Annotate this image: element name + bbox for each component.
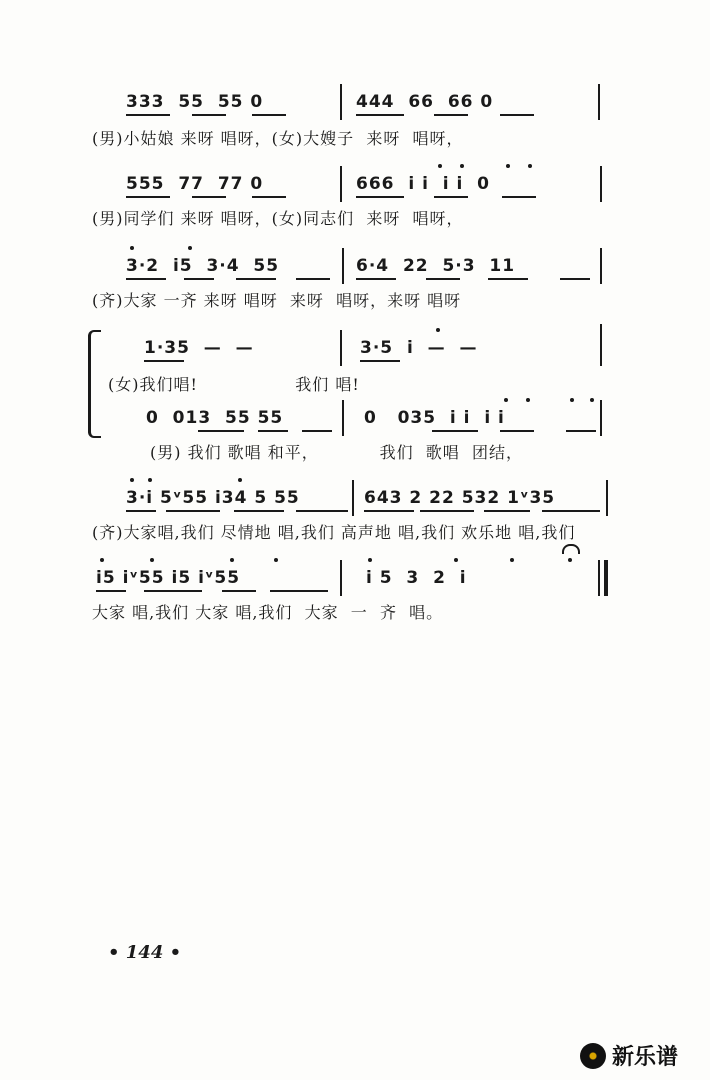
high-octave-dot [526,398,530,402]
beam [296,278,330,280]
page-number: • 144 • [108,942,182,963]
beam [126,278,166,280]
beam [500,430,534,432]
high-octave-dot [438,164,442,168]
notes-row-7a: i5 iᵛ55 i5 iᵛ55 [96,568,241,588]
beam [356,196,404,198]
notes-row-5b: 0 035 i i i i [364,408,505,428]
beam [144,360,184,362]
barline [340,330,342,366]
beam [502,196,536,198]
notes-row-3a: 3·2 i5 3·4 55 [126,256,280,276]
high-octave-dot [570,398,574,402]
high-octave-dot [454,558,458,562]
beam [270,590,328,592]
barline [606,480,608,516]
beam [198,430,244,432]
notes-row-7b: i 5 3 2 i [366,568,467,588]
high-octave-dot [504,398,508,402]
barline [600,248,602,284]
beam [126,510,156,512]
beam [184,278,214,280]
final-barline-thick [604,560,608,596]
barline [600,400,602,436]
beam [222,590,256,592]
notes-row-3b: 6·4 22 5·3 11 [356,256,516,276]
fermata-icon [562,544,580,554]
high-octave-dot [100,558,104,562]
high-octave-dot [130,246,134,250]
notes-row-2b: 666 i i i i 0 [356,174,490,194]
barline [598,84,600,120]
notes-row-4a: 1·35 — — [144,338,254,358]
lyric-row-7: 大家 唱,我们 大家 唱,我们 大家 一 齐 唱。 [92,603,444,622]
watermark-logo [580,1040,678,1071]
lyric-row-4: (女)我们唱! 我们 唱! [108,375,360,394]
high-octave-dot [436,328,440,332]
high-octave-dot [568,558,572,562]
high-octave-dot [590,398,594,402]
barline [342,400,344,436]
beam [364,510,414,512]
high-octave-dot [188,246,192,250]
barline [600,166,602,202]
beam [500,114,534,116]
lyric-row-5: (男) 我们 歌唱 和平， 我们 歌唱 团结， [150,443,523,462]
barline [342,248,344,284]
lyric-row-1: (男)小姑娘 来呀 唱呀，(女)大嫂子 来呀 唱呀， [92,129,464,148]
final-barline-thin [598,560,600,596]
high-octave-dot [274,558,278,562]
beam [166,510,220,512]
watermark-text: 新乐谱 [612,1045,679,1070]
lyric-row-2: (男)同学们 来呀 唱呀，(女)同志们 来呀 唱呀， [92,209,464,228]
beam [426,278,460,280]
beam [356,278,396,280]
beam [302,430,332,432]
barline [340,166,342,202]
beam [434,196,468,198]
high-octave-dot [148,478,152,482]
beam [542,510,600,512]
beam [234,510,284,512]
beam [356,114,404,116]
system-brace [88,330,101,438]
beam [192,114,226,116]
barline [352,480,354,516]
high-octave-dot [528,164,532,168]
high-octave-dot [230,558,234,562]
notes-row-1b: 444 66 66 0 [356,92,494,112]
beam [560,278,590,280]
beam [126,196,170,198]
high-octave-dot [130,478,134,482]
beam [484,510,530,512]
beam [126,114,170,116]
beam [488,278,528,280]
beam [144,590,202,592]
notes-row-2a: 555 77 77 0 [126,174,264,194]
beam [236,278,276,280]
lyric-row-3: (齐)大家 一齐 来呀 唱呀 来呀 唱呀，来呀 唱呀 [92,291,462,310]
beam [566,430,596,432]
beam [420,510,474,512]
barline [340,560,342,596]
vinyl-disc-icon [580,1043,606,1069]
notes-row-1a: 333 55 55 0 [126,92,264,112]
high-octave-dot [368,558,372,562]
high-octave-dot [506,164,510,168]
beam [296,510,348,512]
beam [432,430,478,432]
high-octave-dot [510,558,514,562]
lyric-row-6: (齐)大家唱,我们 尽情地 唱,我们 高声地 唱,我们 欢乐地 唱,我们 [92,523,576,542]
beam [360,360,400,362]
beam [252,196,286,198]
high-octave-dot [150,558,154,562]
barline [600,324,602,366]
notes-row-6a: 3·i 5ᵛ55 i34 5 55 [126,488,300,508]
beam [192,196,226,198]
barline [340,84,342,120]
notes-row-5a: 0 013 55 55 [146,408,284,428]
notes-row-4b: 3·5 i — — [360,338,478,358]
high-octave-dot [238,478,242,482]
beam [252,114,286,116]
notes-row-6b: 643 2 22 532 1ᵛ35 [364,488,556,508]
beam [258,430,288,432]
beam [434,114,468,116]
beam [96,590,126,592]
high-octave-dot [460,164,464,168]
